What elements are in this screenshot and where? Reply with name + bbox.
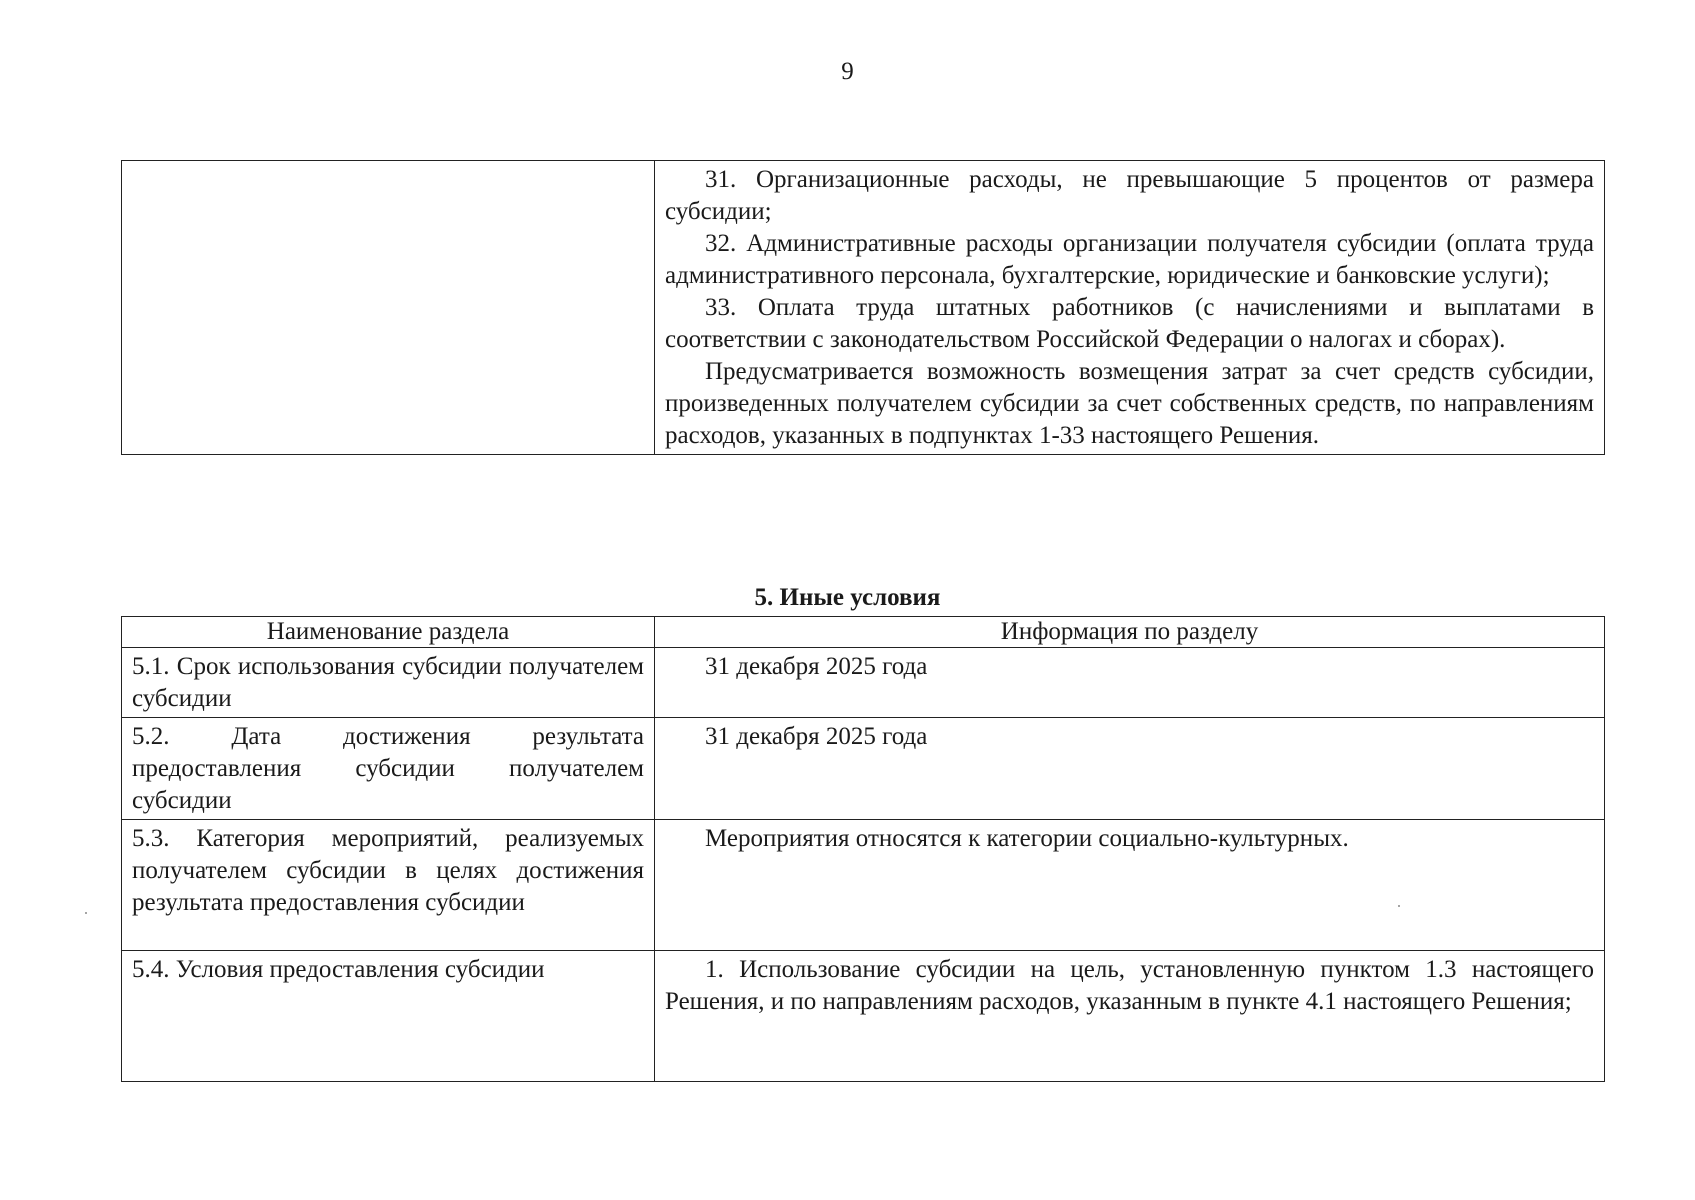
table-header-row: [122, 617, 1605, 648]
table-row: [122, 718, 1605, 820]
expense-item-33: 33. Оплата труда штатных работников (с начислениями и выплатами в соответствии с законодательством Российской Федерации о налогах и сборах).: [665, 294, 1594, 353]
row-name: 5.2. Дата достижения результата предоставления субсидии получателем субсидии: [132, 723, 644, 814]
row-info: 31 декабря 2025 года: [705, 723, 928, 750]
column-header-info: Информация по разделу: [655, 617, 1605, 648]
section-title: 5. Иные условия: [754, 584, 941, 611]
other-conditions-table: [121, 616, 1605, 1082]
expenses-content-cell: [655, 161, 1605, 455]
reimbursement-paragraph: Предусматривается возможность возмещения затрат за счет средств субсидии, произведенных получателем субсидии за счет собственных средств, по направлениям расходов, указанных в подпунктах 1-33 настоящего Решения.: [665, 358, 1594, 449]
table-row: [122, 648, 1605, 718]
expense-item-31: 31. Организационные расходы, не превышающие 5 процентов от размера субсидии;: [665, 166, 1594, 225]
scan-speck: [1398, 905, 1400, 907]
page-number: 9: [841, 58, 854, 85]
table-row: [122, 951, 1605, 1082]
column-header-name: Наименование раздела: [122, 617, 655, 648]
table-row: [122, 161, 1605, 455]
table-row: [122, 820, 1605, 951]
scan-speck: [85, 912, 87, 914]
row-name: 5.4. Условия предоставления субсидии: [132, 956, 545, 983]
row-name: 5.3. Категория мероприятий, реализуемых получателем субсидии в целях достижения результата предоставления субсидии: [132, 825, 644, 916]
empty-left-cell: [122, 161, 655, 455]
row-info: Мероприятия относятся к категории социально-культурных.: [705, 825, 1349, 852]
row-info: 31 декабря 2025 года: [705, 653, 928, 680]
expense-item-32: 32. Административные расходы организации получателя субсидии (оплата труда административного персонала, бухгалтерские, юридические и банковские услуги);: [665, 230, 1594, 289]
expenses-table-continuation: [121, 160, 1605, 455]
row-info: 1. Использование субсидии на цель, установленную пунктом 1.3 настоящего Решения, и по направлениям расходов, указанным в пункте 4.1 настоящего Решения;: [665, 956, 1594, 1015]
row-name: 5.1. Срок использования субсидии получателем субсидии: [132, 653, 644, 712]
